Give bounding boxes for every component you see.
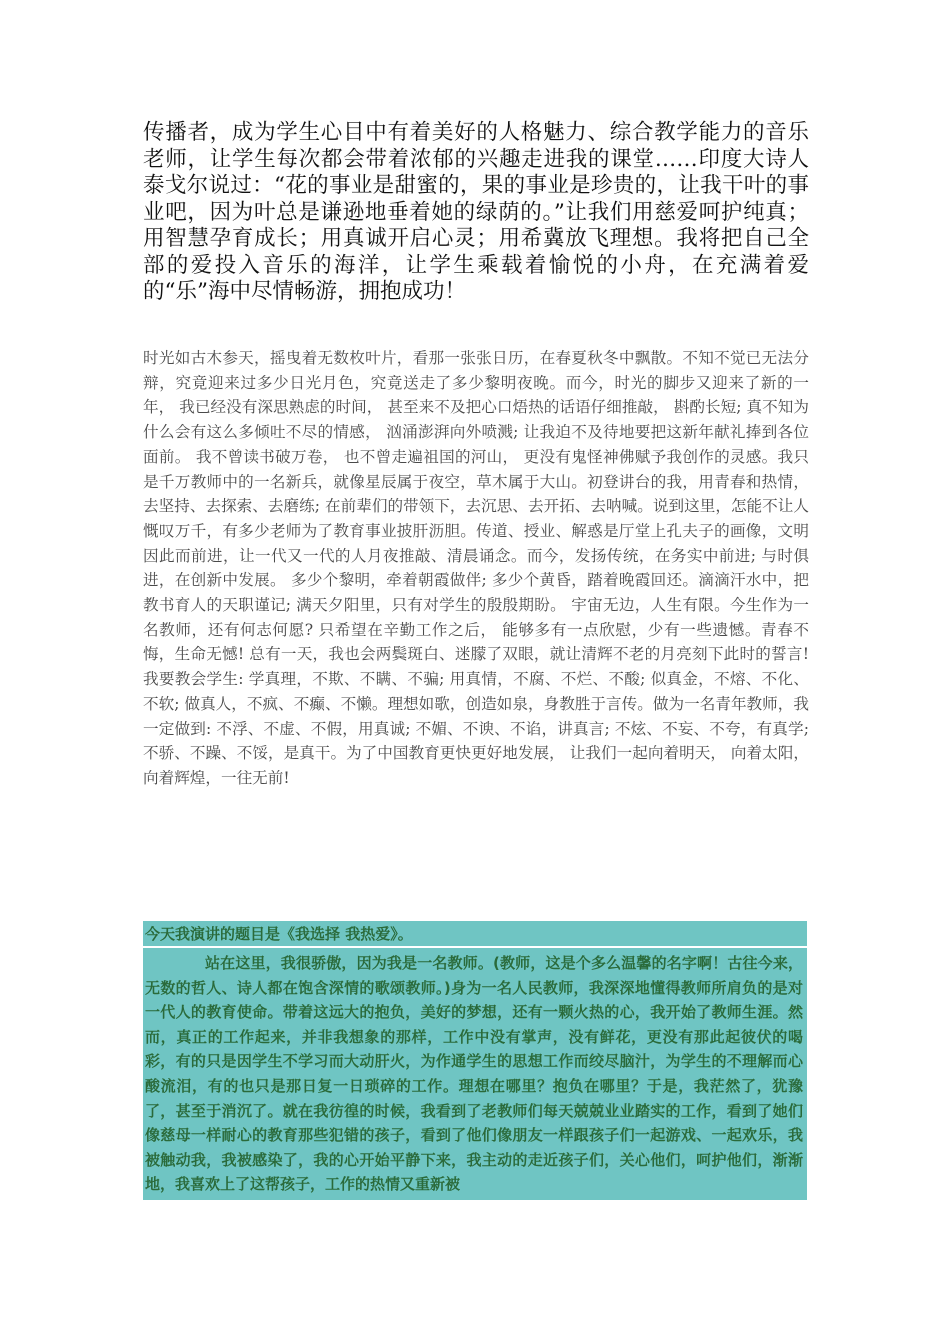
speech-body-paragraph: 站在这里，我很骄傲，因为我是一名教师。(教师，这是个多么温馨的名字啊！古往今来，无数的哲人、诗人都在饱含深情的歌颂教师。)身为一名人民教师，我深深地懂得教师所肩负的是对一代人的教育使命。带着这远大的抱负，美好的梦想，还有一颗火热的心，我开始了教师生涯。然而，真正的工作起来，并非我想象的那样，工作中没有掌声，没有鲜花，更没有那此起彼伏的喝彩，有的只是因学生不学习而大动肝火，为作通学生的思想工作而绞尽脑汁，为学生的不理解而心酸流泪，有的也只是那日复一日琐碎的工作。理想在哪里？抱负在哪里？于是，我茫然了，犹豫了，甚至于消沉了。就在我彷徨的时候，我看到了老教师们每天兢兢业业踏实的工作，看到了她们像慈母一样耐心的教育那些犯错的孩子，看到了他们像朋友一样跟孩子们一起游戏、一起欢乐，我被触动我，我被感染了，我的心开始平静下来，我主动的走近孩子们，关心他们，呵护他们，渐渐地，我喜欢上了这帮孩子，工作的热情又重新被 [143, 948, 807, 1200]
new-year-speech-paragraph: 时光如古木参天，摇曳着无数枚叶片，看那一张张日历，在春夏秋冬中飘散。不知不觉已无法分辩，究竟迎来过多少日光月色，究竟送走了多少黎明夜晚。而今，时光的脚步又迎来了新的一年， 我已经没有深思熟虑的时间， 甚至来不及把心口焐热的话语仔细推敲， 斟酌长短; 真不知为什么会有这么多倾吐不尽的情感， 汹涌澎湃向外喷溅; 让我迫不及待地要把这新年献礼捧到各位面前。 我不曾读书破万卷， 也不曾走遍祖国的河山， 更没有鬼怪神佛赋予我创作的灵感。我只是千万教师中的一名新兵，就像星辰属于夜空，草木属于大山。初登讲台的我，用青春和热情，去坚持、去探索、去磨练; 在前辈们的带领下，去沉思、去开拓、去呐喊。说到这里，怎能不让人慨叹万千，有多少老师为了教育事业披肝沥胆。传道、授业、解惑是厅堂上孔夫子的画像，文明因此而前进，让一代又一代的人月夜推敲、清晨诵念。而今，发扬传统，在务实中前进; 与时俱进，在创新中发展。 多少个黎明，牵着朝霞做伴; 多少个黄昏，踏着晚霞回还。滴滴汗水中，把教书育人的天职谨记; 满天夕阳里，只有对学生的殷殷期盼。 宇宙无边，人生有限。今生作为一名教师，还有何志何愿? 只希望在辛勤工作之后， 能够多有一点欣慰，少有一些遗憾。青春不悔，生命无憾! 总有一天，我也会两鬓斑白、迷朦了双眼，就让清辉不老的月亮刻下此时的誓言! 我要教会学生: 学真理，不欺、不瞒、不骗; 用真情，不腐、不烂、不酸; 似真金，不熔、不化、不软; 做真人，不疯、不癫、不懒。理想如歌，创造如泉，身教胜于言传。做为一名青年教师，我一定做到: 不浮、不虚、不假，用真诚; 不媚、不谀、不谄，讲真言; 不炫、不妄、不夸，有真学; 不骄、不躁、不馁，是真干。为了中国教育更快更好地发展， 让我们一起向着明天， 向着太阳，向着辉煌，一往无前! [143, 349, 809, 787]
speech-title-line: 今天我演讲的题目是《我选择 我热爱》。 [143, 921, 807, 948]
highlighted-speech-section [143, 921, 807, 1200]
closing-paragraph: 传播者，成为学生心目中有着美好的人格魅力、综合教学能力的音乐老师，让学生每次都会带着浓郁的兴趣走进我的课堂……印度大诗人泰戈尔说过：“花的事业是甜蜜的，果的事业是珍贵的，让我干叶的事业吧，因为叶总是谦逊地垂着她的绿荫的。”让我们用慈爱呵护纯真；用智慧孕育成长；用真诚开启心灵；用希冀放飞理想。我将把自己全部的爱投入音乐的海洋，让学生乘载着愉悦的小舟，在充满着爱的“乐”海中尽情畅游，拥抱成功！ [143, 120, 809, 304]
